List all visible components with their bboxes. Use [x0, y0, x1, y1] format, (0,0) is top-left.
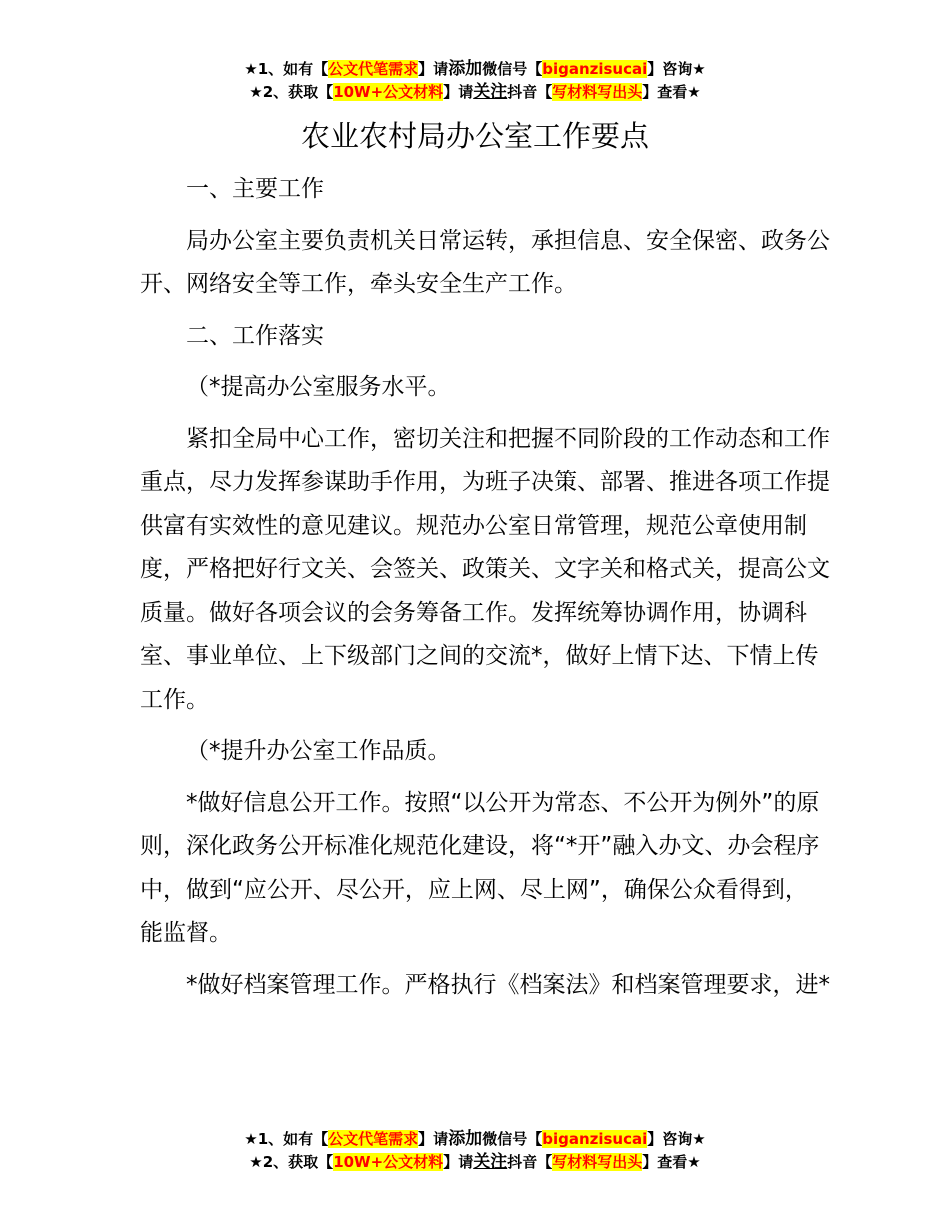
banner-emphasis: 添加: [448, 1129, 483, 1149]
banner-highlight: 写材料写出头: [552, 1153, 643, 1171]
banner-highlight: 写材料写出头: [552, 83, 643, 101]
subsection-heading: （*提升办公室工作品质。: [186, 738, 451, 764]
banner-highlight: 10W+公文材料: [333, 83, 444, 101]
banner-text: 微信号【: [482, 1130, 543, 1148]
banner-text: 微信号【: [482, 60, 543, 78]
banner-emphasis: 关注: [473, 1152, 508, 1172]
banner-text: 抖音【: [507, 1153, 553, 1171]
section-heading: 二、工作落实: [186, 322, 324, 349]
banner-text: 】查看★: [642, 83, 701, 101]
header-banner: [0, 58, 950, 104]
banner-emphasis: 添加: [448, 59, 483, 79]
banner-line-2: [0, 81, 950, 104]
banner-text: 】查看★: [642, 1153, 701, 1171]
body-paragraph: *做好信息公开工作。按照“以公开为常态、不公开为例外”的原则，深化政务公开标准化规范化建设，将“*开”融入办文、办会程序中，做到“应公开、尽公开，应上网、尽上网”，确保公众看得到，能监督。: [140, 789, 820, 946]
banner-highlight: biganzisucai: [542, 60, 648, 78]
banner-text: 】请: [418, 1130, 449, 1148]
banner-line-2: [0, 1151, 950, 1174]
body-paragraph: *做好档案管理工作。严格执行《档案法》和档案管理要求，进*: [186, 971, 830, 998]
banner-highlight: 公文代笔需求: [328, 1130, 419, 1148]
banner-text: 】咨询★: [647, 1130, 706, 1148]
document-body: [140, 168, 830, 1015]
banner-highlight: 10W+公文材料: [333, 1153, 444, 1171]
banner-text: ★1、如有【: [244, 1130, 329, 1148]
banner-text: ★2、获取【: [249, 83, 334, 101]
banner-emphasis: 关注: [473, 82, 508, 102]
banner-highlight: biganzisucai: [542, 1130, 648, 1148]
document-title: 农业农村局办公室工作要点: [300, 119, 649, 153]
body-paragraph: 紧扣全局中心工作，密切关注和把握不同阶段的工作动态和工作重点，尽力发挥参谋助手作用，为班子决策、部署、推进各项工作提供富有实效性的意见建议。规范办公室日常管理，规范公章使用制度，严格把好行文关、会签关、政策关、文字关和格式关，提高公文质量。做好各项会议的会务筹备工作。发挥统筹协调作用，协调科室、事业单位、上下级部门之间的交流*，做好上情下达、下情上传工作。: [140, 425, 830, 713]
banner-text: 】咨询★: [647, 60, 706, 78]
banner-line-1: [0, 1128, 950, 1151]
banner-highlight: 公文代笔需求: [328, 60, 419, 78]
section-heading: 一、主要工作: [186, 176, 324, 202]
subsection-heading: （*提高办公室服务水平。: [186, 374, 451, 400]
body-paragraph: 局办公室主要负责机关日常运转，承担信息、安全保密、政务公开、网络安全等工作，牵头安全生产工作。: [140, 227, 830, 297]
banner-text: 】请: [418, 60, 449, 78]
banner-line-1: [0, 58, 950, 81]
banner-text: 】请: [443, 83, 474, 101]
banner-text: 抖音【: [507, 83, 553, 101]
banner-text: 】请: [443, 1153, 474, 1171]
banner-text: ★2、获取【: [249, 1153, 334, 1171]
banner-text: ★1、如有【: [244, 60, 329, 78]
footer-banner: [0, 1128, 950, 1174]
